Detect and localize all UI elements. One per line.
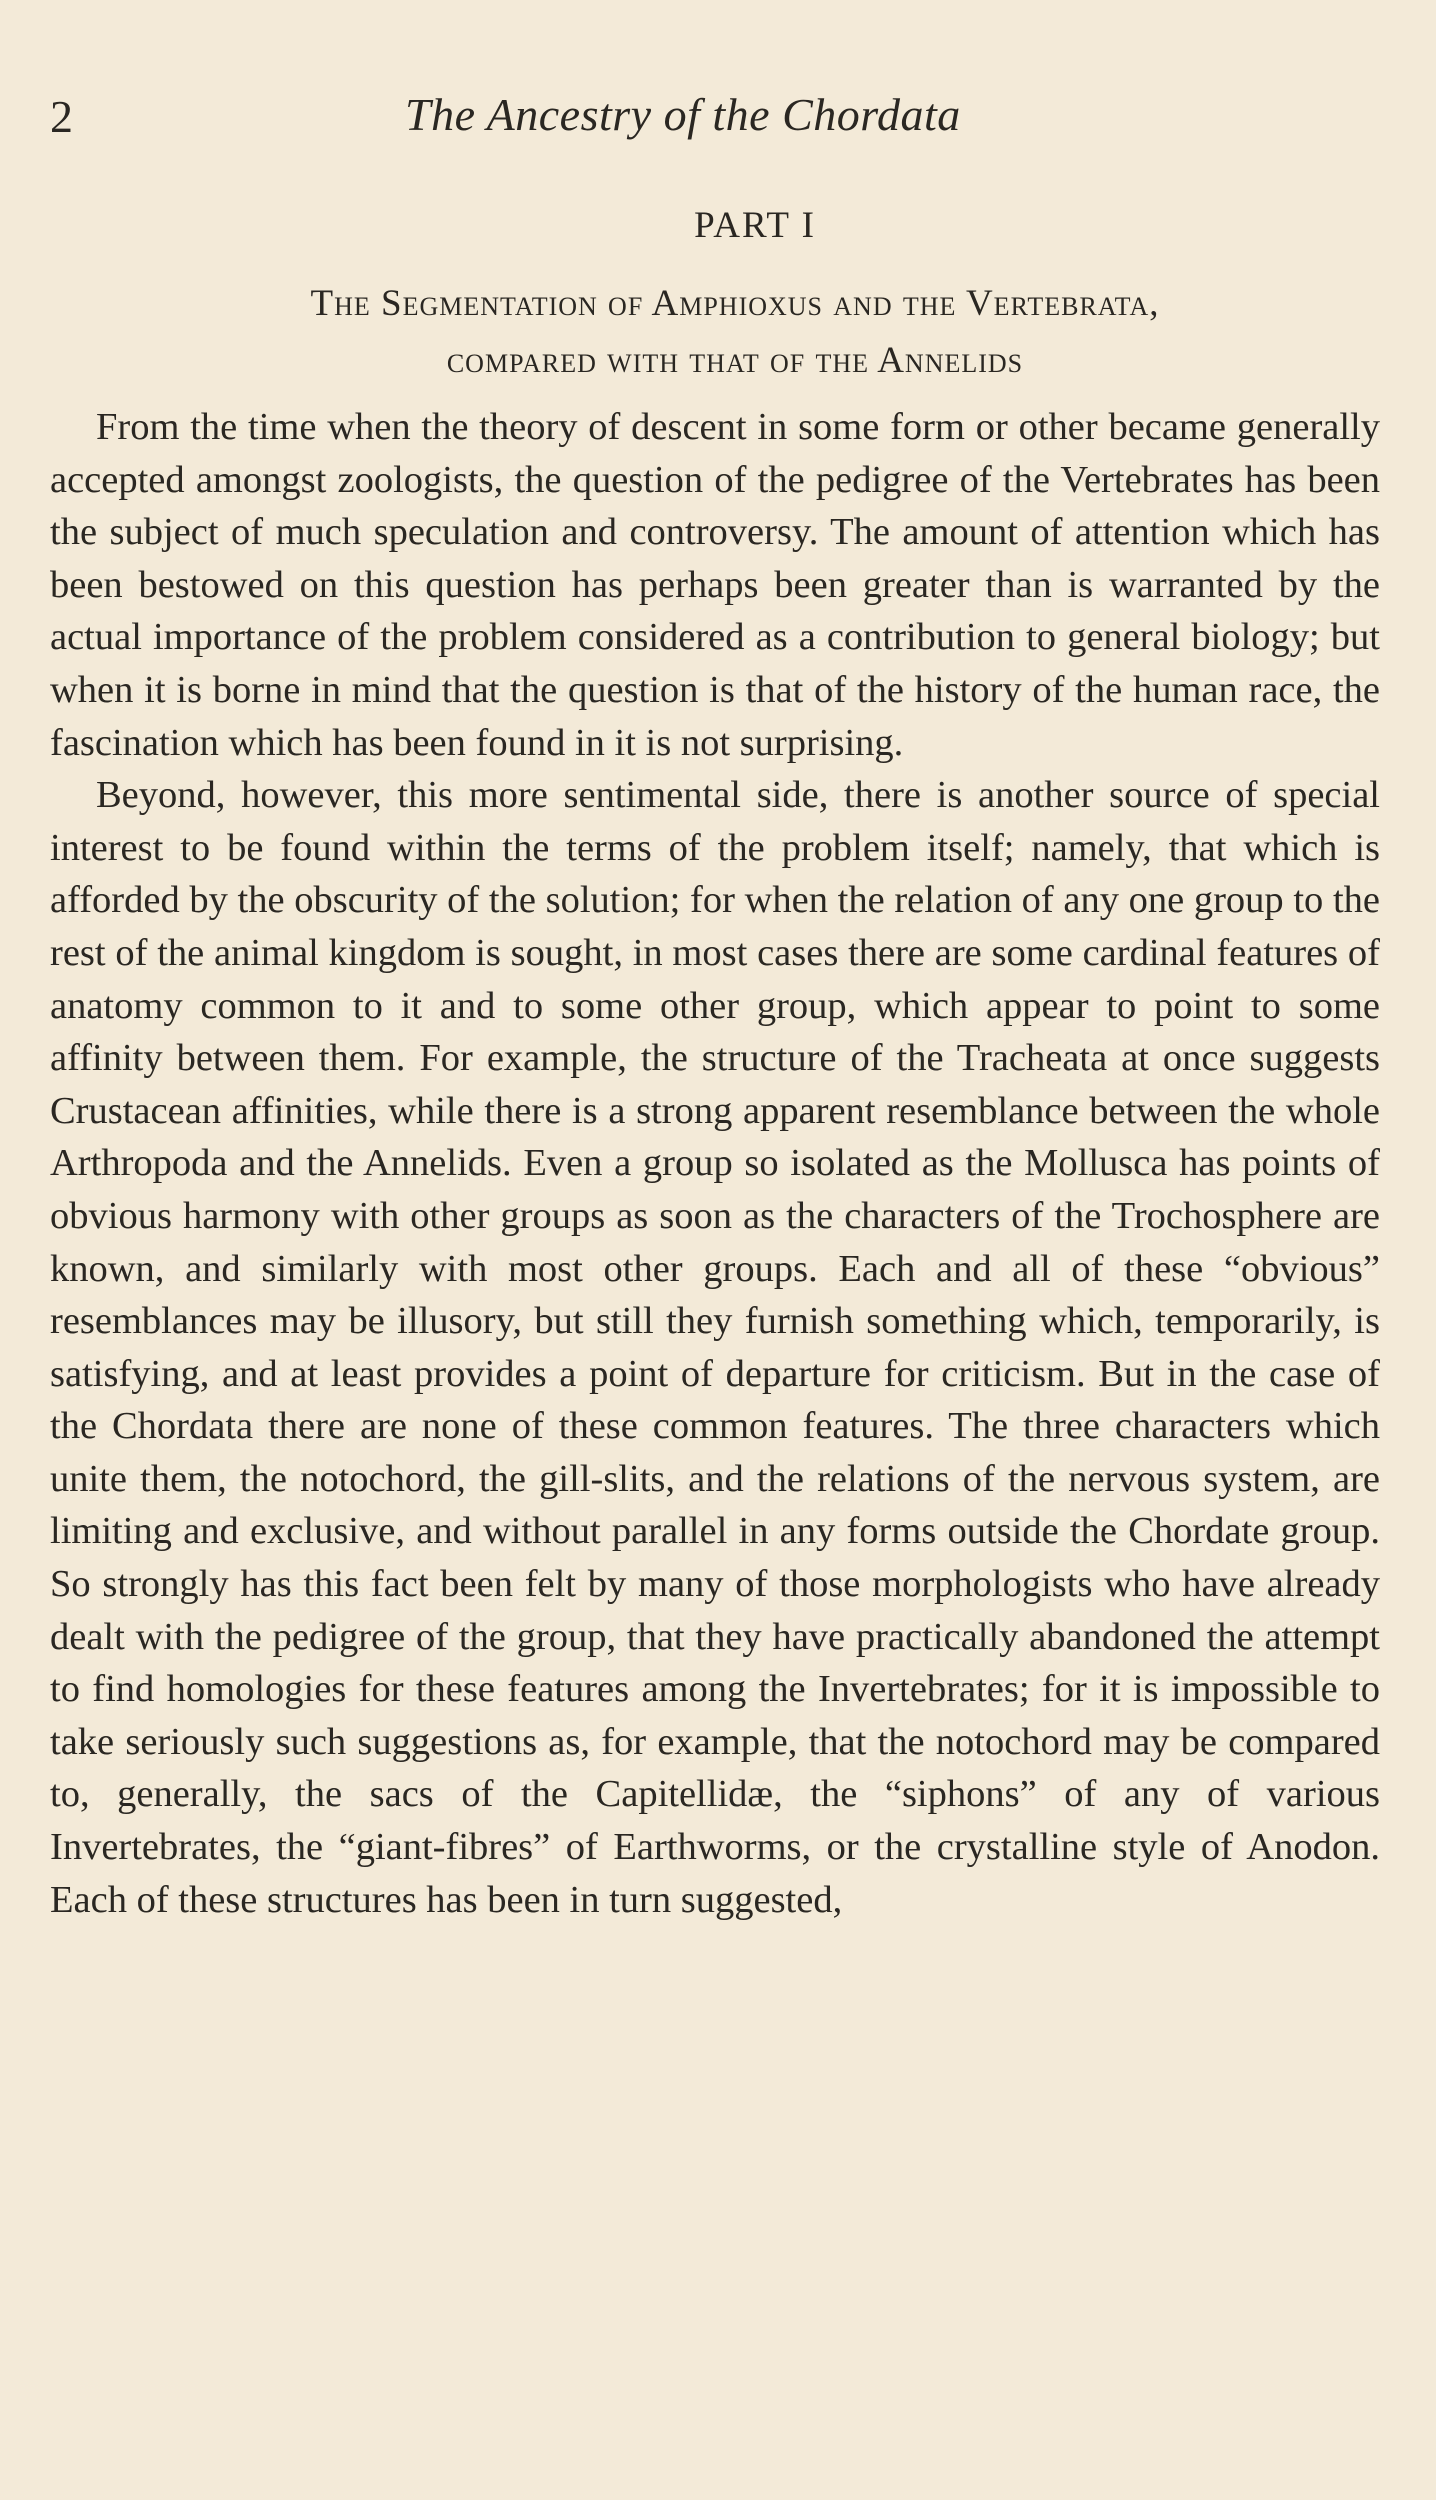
- section-title-line-1: The Segmentation of Amphioxus and the Vertebrata,: [310, 283, 1160, 324]
- body-text: [50, 401, 1380, 1926]
- paragraph-1: From the time when the theory of descent in some form or other became generally accepted amongst zoologists, the question of the pedigree of the Vertebrates has been the subject of much speculation and controversy. The amount of attention which has been bestowed on this question has perhaps been greater than is warranted by the actual importance of the problem considered as a contribution to general biology; but when it is borne in mind that the question is that of the history of the human race, the fascination which has been found in it is not surprising.: [50, 406, 1380, 764]
- paragraph-2: Beyond, however, this more sentimental side, there is another source of special interest to be found within the terms of the problem itself; namely, that which is afforded by the obscurity of the solution; for when the relation of any one group to the rest of the animal kingdom is sought, in most cases there are some cardinal features of anatomy common to it and to some other group, which appear to point to some affinity between them. For example, the structure of the Tracheata at once suggests Crustacean affinities, while there is a strong apparent resemblance between the whole Arthropoda and the Annelids. Even a group so isolated as the Mollusca has points of obvious harmony with other groups as soon as the characters of the Trochosphere are known, and similarly with most other groups. Each and all of these “obvious” resemblances may be illusory, but still they furnish something which, temporarily, is satisfying, and at least provides a point of departure for criticism. But in the case of the Chordata there are none of these common features. The three characters which unite them, the notochord, the gill-slits, and the relations of the nervous system, are limiting and exclusive, and without parallel in any forms outside the Chordate group. So strongly has this fact been felt by many of those morphologists who have already dealt with the pedigree of the group, that they have practically abandoned the attempt to find homologies for these features among the Invertebrates; for it is impossible to take seriously such suggestions as, for example, that the notochord may be compared to, generally, the sacs of the Capitellidæ, the “siphons” of any of various Invertebrates, the “giant-fibres” of Earthworms, or the crystalline style of Anodon. Each of these structures has been in turn suggested,: [50, 774, 1380, 1921]
- running-head: [50, 80, 1380, 160]
- page-number: 2: [50, 91, 73, 142]
- section-title: [50, 275, 1380, 389]
- running-title: The Ancestry of the Chordata: [405, 89, 961, 140]
- part-label: PART I: [694, 205, 816, 246]
- book-page: [50, 80, 1380, 1926]
- section-title-line-2: compared with that of the Annelids: [446, 340, 1024, 381]
